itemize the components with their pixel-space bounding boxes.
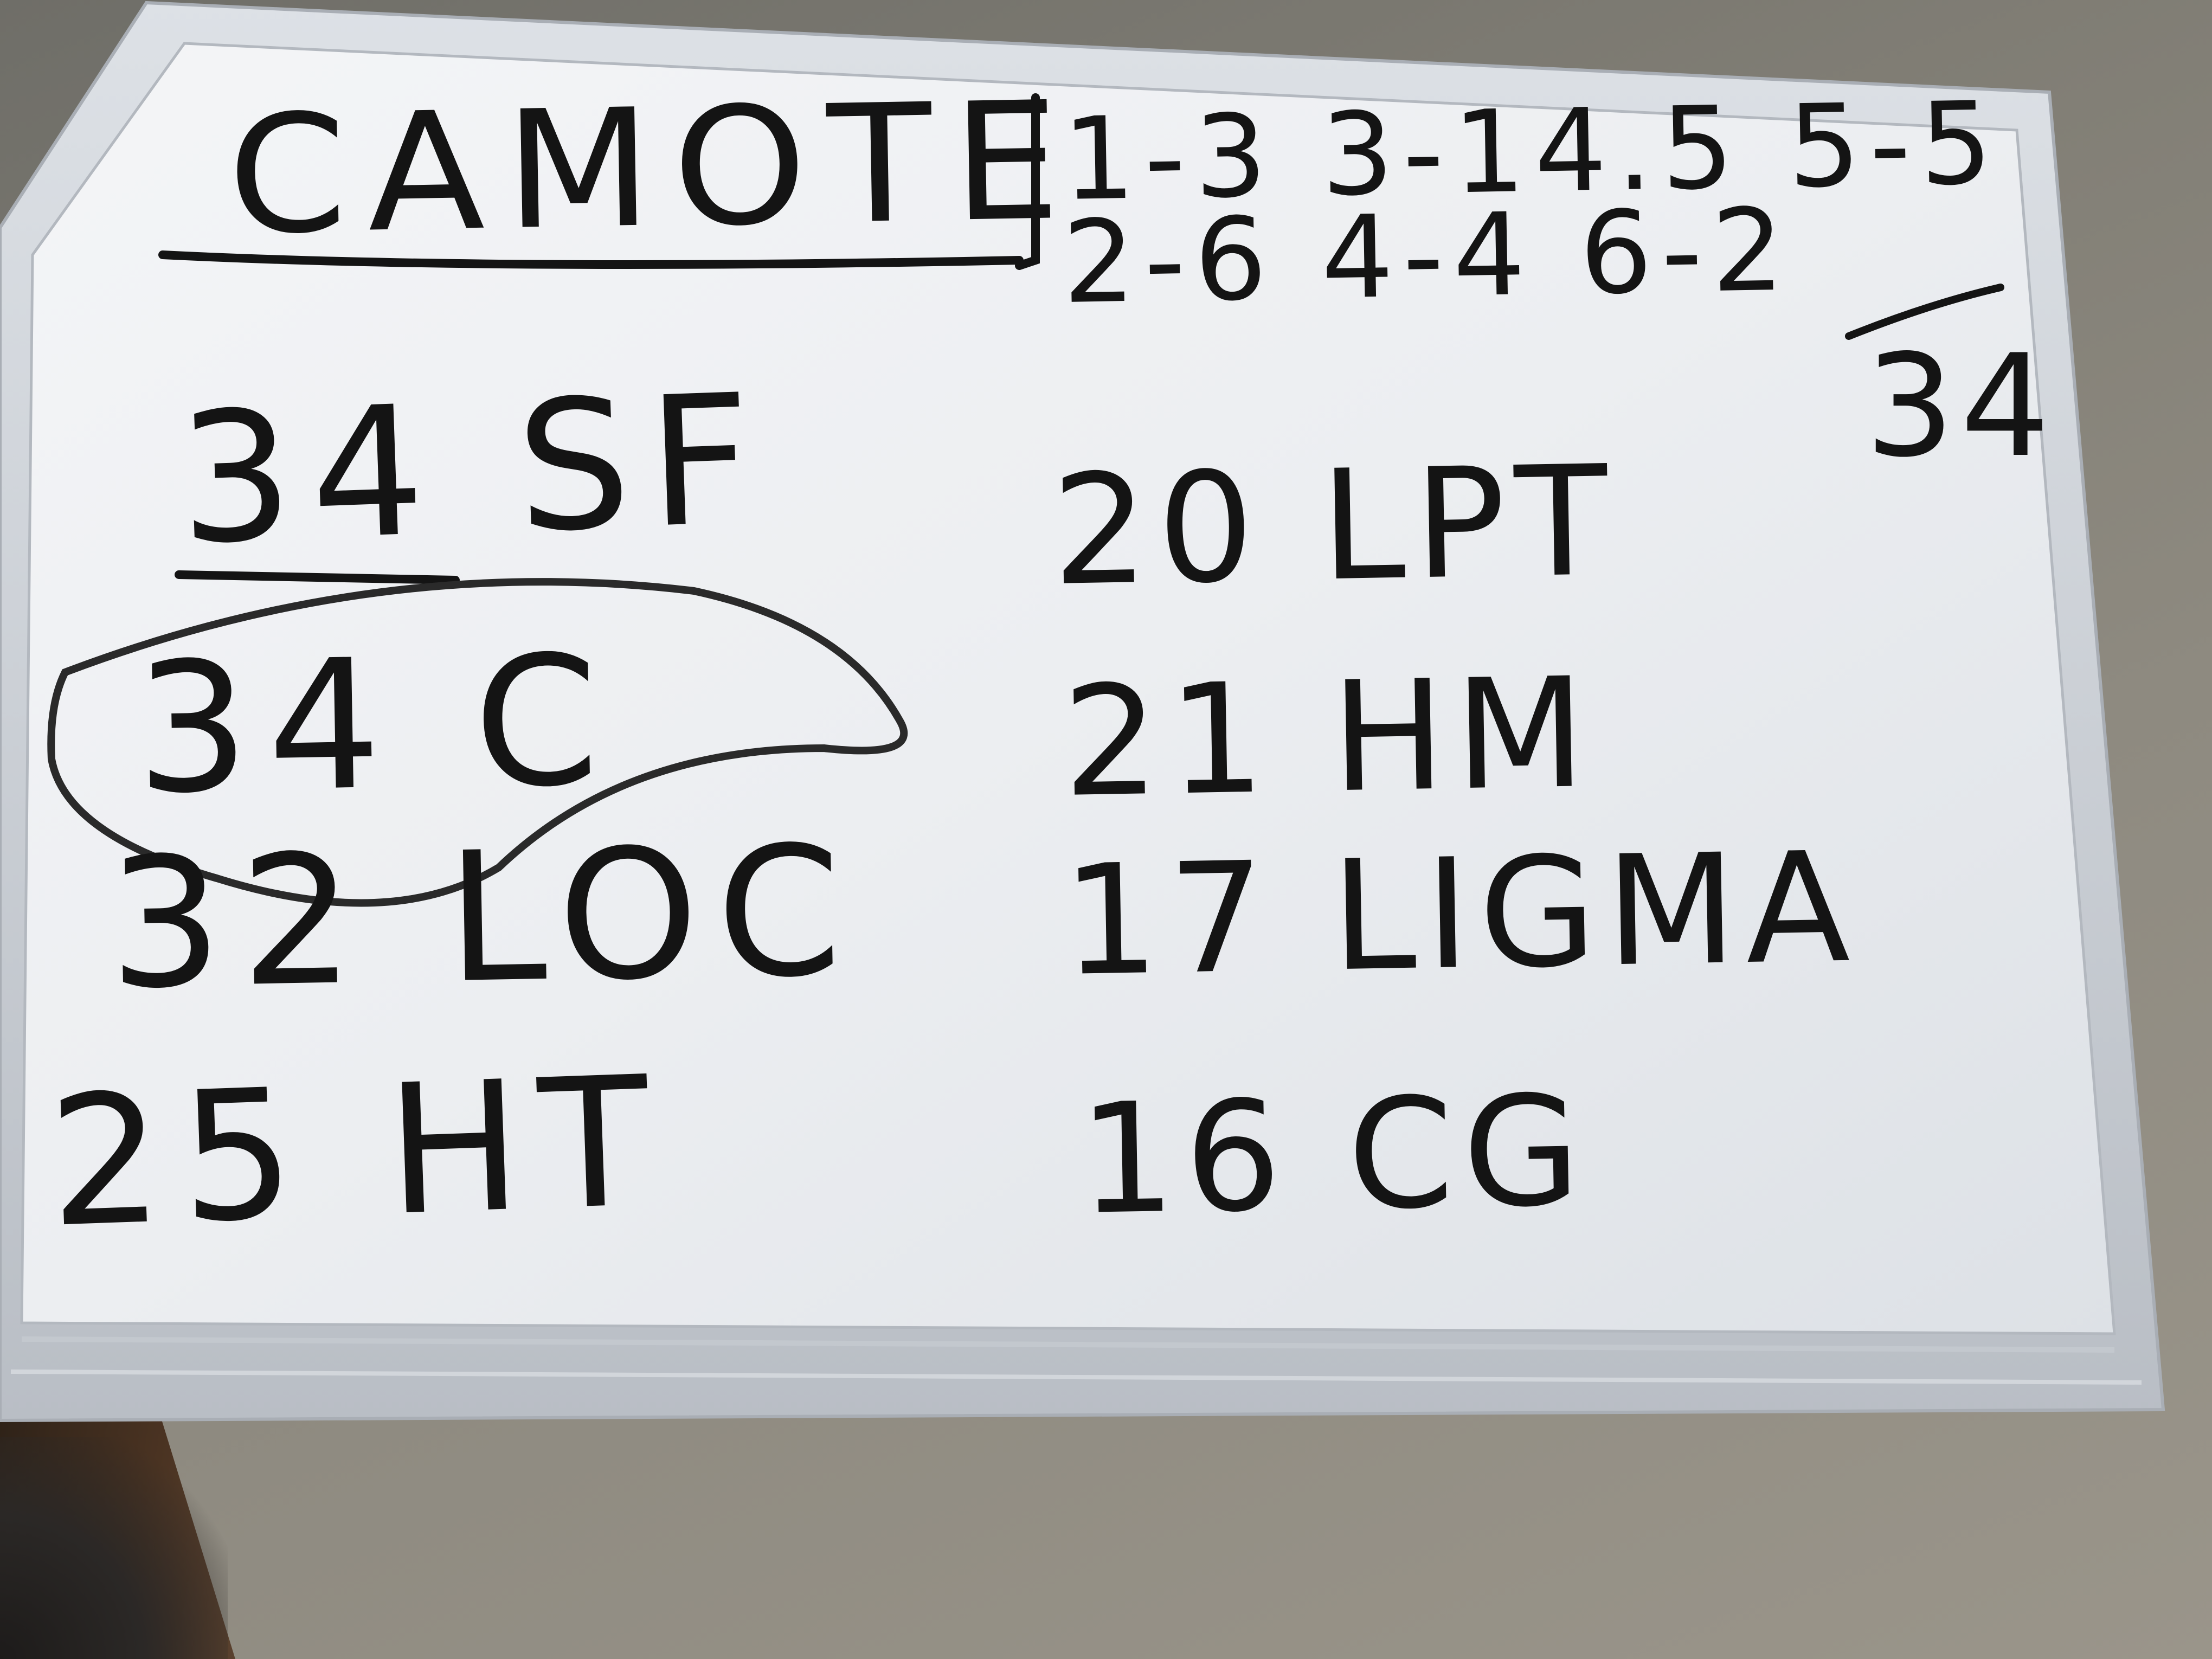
right-entry-1: 20 LPT — [1050, 433, 1618, 620]
left-entry-4: 25 HT — [45, 1037, 670, 1267]
right-entry-4: 16 CG — [1077, 1063, 1591, 1249]
left-entry-1: 34 SF — [175, 355, 773, 584]
score-total: 34 — [1865, 325, 2056, 488]
score-row-1: 1-3 3-14.5 5-5 — [1061, 76, 2003, 226]
score-row-2: 2-6 4-4 6-2 — [1061, 183, 1795, 329]
left-entry-3: 32 LOC — [106, 807, 861, 1028]
left-entry-2: 34 C — [133, 616, 619, 833]
right-entry-2: 21 HM — [1061, 645, 1597, 831]
board-title: CAMOTE — [226, 66, 1083, 271]
right-entry-3: 17 LIGMA — [1061, 819, 1860, 1010]
